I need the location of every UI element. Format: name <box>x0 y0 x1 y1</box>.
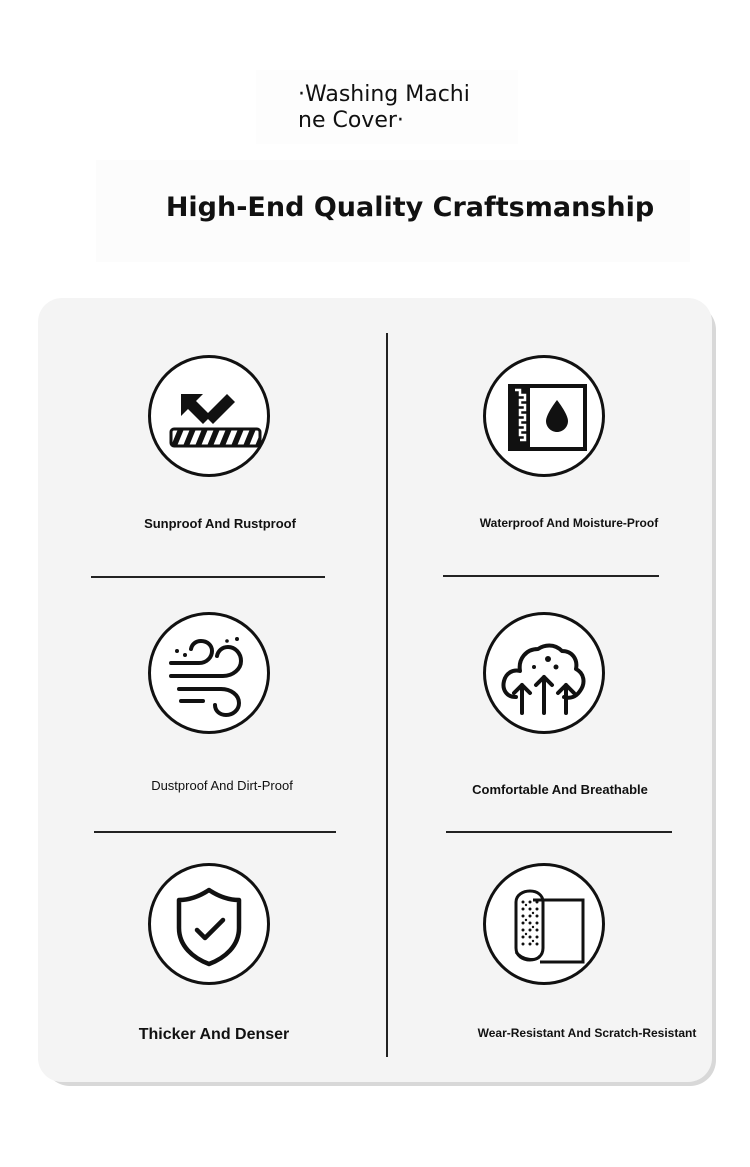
divider-left-2 <box>94 831 336 833</box>
fabric-roll-icon <box>483 863 605 985</box>
page-title: High-End Quality Craftsmanship <box>165 192 655 223</box>
feature-label-breathable: Comfortable And Breathable <box>472 782 648 797</box>
subtitle-box <box>256 70 518 144</box>
divider-left-1 <box>91 576 325 578</box>
divider-right-1 <box>443 575 659 577</box>
feature-label-sunproof: Sunproof And Rustproof <box>144 516 296 531</box>
subtitle-line-2: ne Cover· <box>298 108 404 133</box>
sun-reflect-icon <box>148 355 270 477</box>
breathable-trees-icon <box>483 612 605 734</box>
feature-label-thicker: Thicker And Denser <box>138 1026 290 1043</box>
subtitle-line-1: ·Washing Machi <box>298 82 470 107</box>
water-drop-layer-icon <box>483 355 605 477</box>
vertical-divider <box>386 333 388 1057</box>
feature-label-wear-resistant: Wear-Resistant And Scratch-Resistant <box>477 1026 697 1040</box>
feature-label-waterproof: Waterproof And Moisture-Proof <box>479 516 659 530</box>
feature-label-dustproof: Dustproof And Dirt-Proof <box>151 778 293 793</box>
divider-right-2 <box>446 831 672 833</box>
features-card <box>38 298 712 1082</box>
wind-dust-icon <box>148 612 270 734</box>
shield-check-icon <box>148 863 270 985</box>
